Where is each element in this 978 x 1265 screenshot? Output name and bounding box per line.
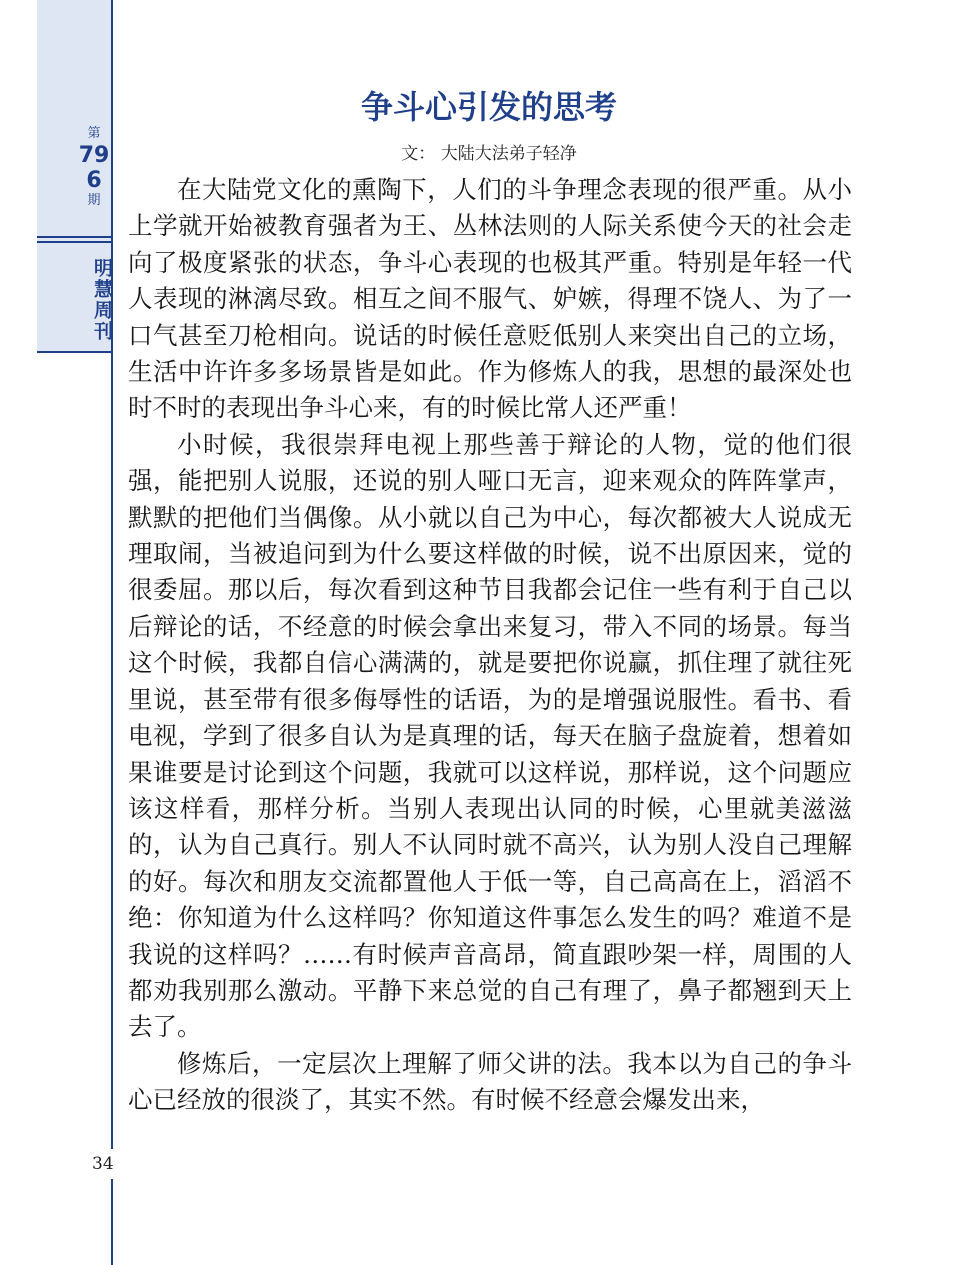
sidebar-divider [37,236,113,243]
page-number: 34 [92,1149,132,1179]
issue-label [74,126,114,209]
issue-suffix: 期 [87,193,101,208]
article-body [128,172,852,1119]
paragraph: 在大陆党文化的熏陶下，人们的斗争理念表现的很严重。从小上学就开始被教育强者为王、丛林法则的人际关系使今天的社会走向了极度紧张的状态，争斗心表现的也极其严重。特别是年轻一代人表现的淋漓尽致。相互之间不服气、妒嫉，得理不饶人、为了一口气甚至刀枪相向。说话的时候任意贬低别人来突出自己的立场，生活中许许多多场景皆是如此。作为修炼人的我，思想的最深处也时不时的表现出争斗心来，有的时候比常人还严重！ [128,175,852,423]
paragraph: 修炼后，一定层次上理解了师父讲的法。我本以为自己的争斗心已经放的很淡了，其实不然。有时候不经意会爆发出来， [128,1048,852,1115]
magazine-name: 明慧周刊 [91,258,113,342]
article-title: 争斗心引发的思考 [360,88,617,126]
sidebar-bottom-rule [37,351,113,353]
article-byline: 文： 大陆大法弟子轻净 [401,144,577,164]
paragraph: 小时候，我很崇拜电视上那些善于辩论的人物，觉的他们很强，能把别人说服，还说的别人哑口无言，迎来观众的阵阵掌声，默默的把他们当偶像。从小就以自己为中心，每次都被大人说成无理取闹，当被追问到为什么要这样做的时候，说不出原因来，觉的很委屈。那以后，每次看到这种节目我都会记住一些有利于自己以后辩论的话，不经意的时候会拿出来复习，带入不同的场景。每当这个时候，我都自信心满满的，就是要把你说赢，抓住理了就往死里说，甚至带有很多侮辱性的话语，为的是增强说服性。看书、看电视，学到了很多自认为是真理的话，每天在脑子盘旋着，想着如果谁要是讨论到这个问题，我就可以这样说，那样说，这个问题应该这样看，那样分析。当别人表现出认同的时候，心里就美滋滋的，认为自己真行。别人不认同时就不高兴，认为别人没自己理解的好。每次和朋友交流都置他人于低一等，自己高高在上，滔滔不绝：你知道为什么这样吗？你知道这件事怎么发生的吗？难道不是我说的这样吗？……有时候声音高昂，简直跟吵架一样，周围的人都劝我别那么激动。平静下来总觉的自己有理了，鼻子都翘到天上去了。 [128,429,852,1042]
issue-number: 796 [78,143,110,193]
issue-prefix: 第 [87,126,101,141]
